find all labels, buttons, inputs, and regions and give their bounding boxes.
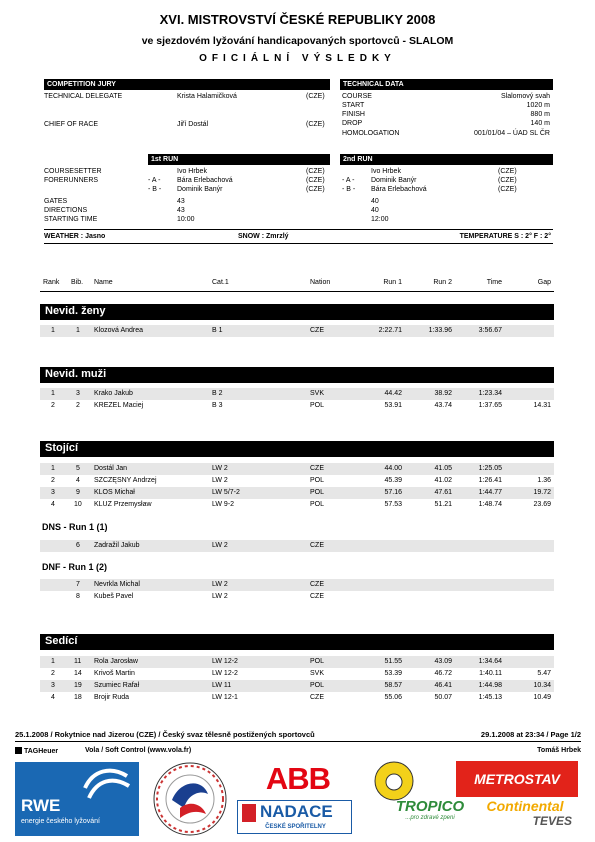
col-run1: Run 1 — [383, 279, 402, 286]
competitor-name: KLOS Michał — [94, 489, 135, 496]
nation: CZE — [310, 581, 324, 588]
run1-forerunner-a: Bára Erlebachová — [177, 177, 233, 184]
total-time: 1:40.11 — [479, 670, 502, 677]
competitor-name: Nevrkla Michal — [94, 581, 140, 588]
bib: 6 — [76, 542, 80, 549]
bib: 11 — [74, 658, 82, 665]
jury-heading: COMPETITION JURY — [44, 79, 330, 90]
run2-time: 41.05 — [434, 465, 452, 472]
course-value: Slalomový svah — [500, 93, 550, 100]
nation: CZE — [310, 327, 324, 334]
bib: 9 — [76, 489, 80, 496]
technical-heading: TECHNICAL DATA — [340, 79, 553, 90]
homologation-value: 001/01/04 – ÚAD SL ČR — [473, 130, 550, 137]
bib: 10 — [74, 501, 82, 508]
col-rank: Rank — [43, 279, 60, 286]
result-row — [40, 656, 554, 668]
rank: 3 — [51, 489, 55, 496]
page-title: XVI. MISTROVSTVÍ ČESKÉ REPUBLIKY 2008 — [159, 12, 436, 27]
run1-time: 55.06 — [384, 694, 402, 701]
bib: 5 — [76, 465, 80, 472]
category: LW 2 — [212, 581, 228, 588]
run2-time: 46.72 — [434, 670, 452, 677]
bib: 1 — [76, 327, 80, 334]
chief-name: Jiří Dostál — [177, 121, 209, 128]
td-name: Krista Halamičková — [177, 93, 237, 100]
run2-mark-b: - B - — [342, 186, 356, 193]
col-bib: Bib. — [71, 279, 84, 286]
weather-text: WEATHER : Jasno — [44, 233, 106, 240]
gates-label: GATES — [44, 198, 68, 205]
run2-time: 1:33.96 — [428, 327, 452, 334]
gap: 14.31 — [533, 402, 551, 409]
col-category: Cat.1 — [212, 279, 229, 286]
run1-time: 44.42 — [384, 390, 402, 397]
course-label: COURSE — [342, 93, 372, 100]
td-nation: (CZE) — [306, 93, 325, 100]
competitor-name: Kubeš Pavel — [94, 593, 134, 600]
run2-heading: 2nd RUN — [340, 154, 553, 165]
tagheuer-brand: TAGHeuer — [24, 748, 59, 755]
forerunners-label: FORERUNNERS — [44, 177, 99, 184]
gap: 10.49 — [533, 694, 551, 701]
category: LW 5/7-2 — [212, 489, 240, 496]
result-row — [40, 668, 554, 680]
dnf-heading: DNF - Run 1 (2) — [42, 562, 107, 572]
rank: 2 — [51, 402, 55, 409]
tropico-logo — [393, 798, 467, 834]
run1-time: 53.91 — [384, 402, 402, 409]
run1-time: 45.39 — [384, 477, 402, 484]
nation: SVK — [310, 670, 325, 677]
category: LW 11 — [212, 682, 232, 689]
competitor-name: Brojir Ruda — [94, 694, 130, 701]
run2-mark-a: - A - — [342, 177, 355, 184]
run1-setter: Ivo Hrbek — [177, 168, 207, 175]
chief-nation: (CZE) — [306, 121, 325, 128]
temperature-text: TEMPERATURE S : 2° F : 2° — [459, 233, 551, 240]
total-time: 1:44.98 — [478, 682, 502, 689]
result-row — [40, 400, 554, 412]
category: LW 2 — [212, 593, 228, 600]
section-blind-men: Nevid. muži — [40, 367, 554, 383]
result-row — [40, 540, 554, 552]
competitor-name: Zadražil Jakub — [94, 542, 140, 549]
starting-time-label: STARTING TIME — [44, 216, 98, 223]
cstps-seal-logo — [150, 760, 230, 838]
ranz-snow-logo — [372, 760, 416, 802]
rank: 1 — [51, 465, 55, 472]
run1-heading: 1st RUN — [148, 154, 330, 165]
nadace-text: NADACE — [260, 802, 333, 821]
nation: POL — [310, 402, 325, 409]
timing-credit: Vola / Soft Control (www.vola.fr) — [85, 747, 192, 754]
total-time: 1:23.34 — [478, 390, 502, 397]
run1-time: 58.57 — [384, 682, 402, 689]
rank: 1 — [51, 390, 55, 397]
bib: 7 — [76, 581, 80, 588]
run2-forerunner-b: Bára Erlebachová — [371, 186, 427, 193]
run2-time: 43.74 — [434, 402, 452, 409]
rwe-subtext: energie českého lyžování — [21, 818, 100, 825]
bib: 8 — [76, 593, 80, 600]
official-results-label: OFICIÁLNÍ VÝSLEDKY — [199, 53, 396, 64]
result-row — [40, 463, 554, 475]
weather-bottom-rule — [44, 243, 553, 244]
rank: 2 — [51, 670, 55, 677]
nation: POL — [310, 477, 325, 484]
td-label: TECHNICAL DELEGATE — [44, 93, 123, 100]
total-time: 1:26.41 — [478, 477, 502, 484]
teves-text: TEVES — [532, 814, 572, 828]
section-blind-women: Nevid. ženy — [40, 304, 554, 320]
run1-directions: 43 — [177, 207, 185, 214]
tagheuer-icon — [15, 747, 22, 754]
competitor-name: Krivoš Martin — [94, 670, 135, 677]
nadace-icon — [242, 804, 256, 822]
run1-time: 2:22.71 — [378, 327, 402, 334]
run2-time: 47.61 — [434, 489, 452, 496]
nation: SVK — [310, 390, 325, 397]
total-time: 1:37.65 — [478, 402, 502, 409]
run2-time: 43.09 — [434, 658, 452, 665]
result-row — [40, 591, 554, 603]
nation: CZE — [310, 694, 324, 701]
total-time: 1:44.77 — [478, 489, 502, 496]
rank: 4 — [51, 501, 55, 508]
gap: 1.36 — [537, 477, 551, 484]
col-name: Name — [94, 279, 113, 286]
start-label: START — [342, 102, 365, 109]
finish-label: FINISH — [342, 111, 365, 118]
nation: POL — [310, 658, 325, 665]
run1-time: 57.53 — [384, 501, 402, 508]
bib: 2 — [76, 402, 80, 409]
nation: CZE — [310, 465, 324, 472]
run2-forerunner-b-nation: (CZE) — [498, 186, 517, 193]
rank: 1 — [51, 658, 55, 665]
coursesetter-label: COURSESETTER — [44, 168, 102, 175]
result-row — [40, 487, 554, 499]
rank: 1 — [51, 327, 55, 334]
result-row — [40, 680, 554, 692]
nadace-subtext: ČESKÉ SPOŘITELNY — [265, 824, 326, 830]
page-subtitle: ve sjezdovém lyžování handicapovaných sportovců - SLALOM — [141, 35, 454, 47]
competitor-name: Rola Jarosław — [94, 658, 138, 665]
bib: 14 — [74, 670, 82, 677]
result-row — [40, 579, 554, 591]
footer-rule — [15, 741, 581, 742]
bib: 19 — [74, 682, 82, 689]
run2-setter-nation: (CZE) — [498, 168, 517, 175]
competitor-name: KREZEL Maciej — [94, 402, 144, 409]
col-time: Time — [486, 279, 502, 286]
total-time: 3:56.67 — [478, 327, 502, 334]
bib: 4 — [76, 477, 80, 484]
bib: 18 — [74, 694, 82, 701]
rank: 3 — [51, 682, 55, 689]
category: LW 9-2 — [212, 501, 235, 508]
run2-time: 51.21 — [434, 501, 452, 508]
total-time: 1:34.64 — [478, 658, 502, 665]
run1-time: 44.00 — [384, 465, 402, 472]
run2-time: 41.02 — [434, 477, 452, 484]
run2-time: 46.41 — [434, 682, 452, 689]
run2-time: 50.07 — [434, 694, 452, 701]
category: B 1 — [212, 327, 223, 334]
category: LW 12-1 — [212, 694, 238, 701]
run2-forerunner-a: Dominik Banýr — [371, 177, 417, 184]
gap: 19.72 — [533, 489, 551, 496]
results-column-header — [40, 277, 554, 289]
run2-start-time: 12:00 — [371, 216, 389, 223]
category: B 3 — [212, 402, 223, 409]
competitor-name: Dostál Jan — [94, 465, 128, 472]
chief-label: CHIEF OF RACE — [44, 121, 99, 128]
continental-teves-logo — [470, 798, 580, 836]
run1-setter-nation: (CZE) — [306, 168, 325, 175]
nation: POL — [310, 682, 325, 689]
total-time: 1:48.74 — [478, 501, 502, 508]
run1-time: 57.16 — [384, 489, 402, 496]
footer-print-info: 29.1.2008 at 23:34 / Page 1/2 — [480, 730, 581, 739]
run1-forerunner-b: Dominik Banýr — [177, 186, 223, 193]
category: LW 2 — [212, 542, 228, 549]
rwe-text: RWE — [21, 796, 61, 815]
rank: 4 — [51, 694, 55, 701]
start-value: 1020 m — [526, 102, 550, 109]
run2-setter: Ivo Hrbek — [371, 168, 401, 175]
abb-logo: ABB — [265, 761, 331, 796]
drop-label: DROP — [342, 120, 363, 127]
tropico-text: TROPICO — [395, 798, 465, 815]
run1-mark-a: - A - — [148, 177, 161, 184]
result-row — [40, 692, 554, 704]
total-time: 1:45.13 — [478, 694, 502, 701]
category: LW 12-2 — [212, 670, 238, 677]
section-standing: Stojící — [40, 441, 554, 457]
result-row — [40, 325, 554, 337]
gap: 23.69 — [533, 501, 551, 508]
category: B 2 — [212, 390, 223, 397]
col-gap: Gap — [537, 279, 551, 286]
nation: CZE — [310, 542, 324, 549]
gap: 5.47 — [537, 670, 551, 677]
footer-event-info: 25.1.2008 / Rokytnice nad Jizerou (CZE) / Český svaz tělesně postižených sportovců — [15, 730, 315, 739]
bib: 3 — [76, 390, 80, 397]
operator-name: Tomáš Hrbek — [537, 747, 581, 754]
run1-time: 51.55 — [384, 658, 402, 665]
homologation-label: HOMOLOGATION — [342, 130, 400, 137]
rank: 2 — [51, 477, 55, 484]
nation: POL — [310, 501, 325, 508]
run1-gates: 43 — [177, 198, 185, 205]
run1-forerunner-a-nation: (CZE) — [306, 177, 325, 184]
finish-value: 880 m — [530, 111, 550, 118]
directions-label: DIRECTIONS — [44, 207, 88, 214]
category: LW 2 — [212, 477, 228, 484]
competitor-name: Krako Jakub — [94, 390, 133, 397]
weather-top-rule — [44, 229, 553, 230]
result-row — [40, 475, 554, 487]
drop-value: 140 m — [530, 120, 550, 127]
run1-mark-b: - B - — [148, 186, 162, 193]
total-time: 1:25.05 — [478, 465, 502, 472]
competitor-name: Klozová Andrea — [94, 327, 144, 334]
rwe-logo — [15, 762, 139, 836]
tagheuer-logo — [15, 747, 58, 756]
header-rule — [40, 291, 554, 292]
continental-text: Continental — [486, 798, 564, 814]
col-nation: Nation — [310, 279, 331, 286]
run1-time: 53.39 — [384, 670, 402, 677]
col-run2: Run 2 — [433, 279, 452, 286]
run1-start-time: 10:00 — [177, 216, 195, 223]
run1-forerunner-b-nation: (CZE) — [306, 186, 325, 193]
section-sitting: Sedící — [40, 634, 554, 650]
run2-directions: 40 — [371, 207, 379, 214]
result-row — [40, 499, 554, 511]
nadace-logo — [237, 800, 352, 834]
result-row — [40, 388, 554, 400]
dns-heading: DNS - Run 1 (1) — [42, 522, 108, 532]
gap: 10.34 — [533, 682, 551, 689]
run2-time: 38.92 — [434, 390, 452, 397]
category: LW 12-2 — [212, 658, 238, 665]
nation: POL — [310, 489, 325, 496]
run2-gates: 40 — [371, 198, 379, 205]
run2-forerunner-a-nation: (CZE) — [498, 177, 517, 184]
competitor-name: SZCZĘSNY Andrzej — [94, 477, 157, 484]
snow-text: SNOW : Zmrzlý — [238, 233, 289, 240]
tropico-subtext: ...pro zdravé zpeni — [405, 815, 455, 821]
category: LW 2 — [212, 465, 228, 472]
metrostav-logo: METROSTAV — [456, 761, 578, 797]
competitor-name: Szumiec Rafał — [94, 682, 140, 689]
competitor-name: KLUZ Przemysław — [94, 501, 152, 508]
nation: CZE — [310, 593, 324, 600]
